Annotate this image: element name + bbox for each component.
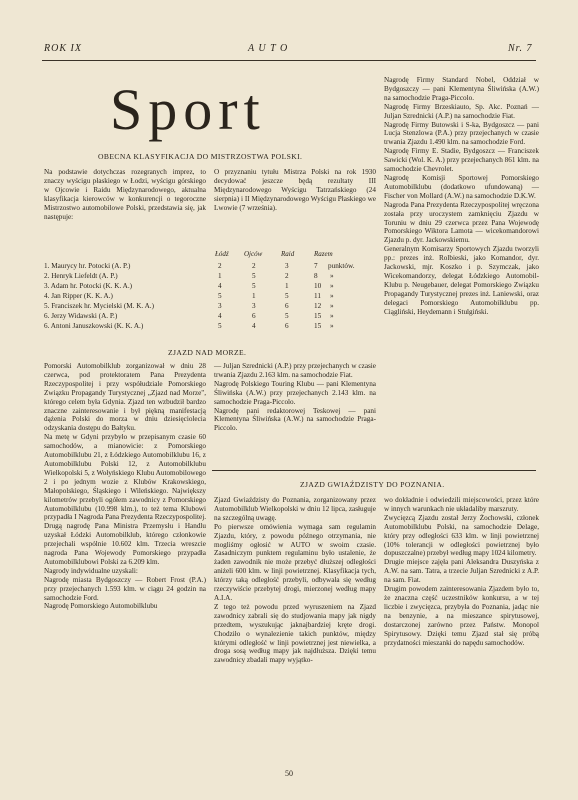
poznan-column-2: wo dokładnie i odwiedzili miejscowości, przez które w innych warunkach nie układaliby marszruty. Zwycięzcą Zjazdu został Jerzy Żochowski, członek Automobilklubu Polski, na samochodzie Delage, który przy odległości 633 klm. w linji powietrznej (10% tolerancji w odległości powietrznej było dopuszczalne) przebył według mapy 1024 kilometry. Drugie miejsce zajęła pani Aleksandra Duszyńska z A.W. na sam. Tatra, a trzecie Juljan Szrednicki z A.P. na sam. Fiat. Drugim powodem zainteresowania Zjazdem było to, że znaczna część uczestników konkursu, a w tej liczbie i zwycięzca, przybyła do Poznania, jadąc nie na benzynie, a na mieszance spirytusowej, dostarczonej zarówno przez Państw. Monopol Spirytusowy. Dzięki temu Zjazd stał się próbą przydatności mieszanki do napędu samochodów.	[384, 496, 539, 647]
lodz-score: 4	[218, 282, 222, 290]
raid-score: 5	[285, 292, 289, 300]
poznan-heading: ZJAZD GWIAŹDZISTY DO POZNANIA.	[300, 480, 445, 489]
classification-intro: Na podstawie dotychczas rozegranych imprez, to znaczy wyścigu płaskiego w Łodzi, wyścigu górskiego w Ojcowie i Raidu Międzynarodowego, aktualna klasyfikacja kierowców w konkurencji o tegoroczne Mistrzostwo automobilowe Polski, przedstawia się, jak następuje:	[44, 168, 206, 221]
total-score: 15	[314, 322, 322, 330]
lodz-score: 3	[218, 302, 222, 310]
driver-name: 2. Henryk Liefeldt (A. P.)	[44, 272, 118, 280]
unit-label: »	[330, 282, 334, 290]
ojcow-score: 1	[252, 292, 256, 300]
raid-score: 2	[285, 272, 289, 280]
raid-score: 5	[285, 312, 289, 320]
ojcow-score: 5	[252, 282, 256, 290]
table-row	[44, 272, 378, 282]
unit-label: »	[330, 302, 334, 310]
table-row	[44, 312, 378, 322]
col-raid: Raid	[281, 250, 295, 258]
driver-name: 6. Jerzy Widawski (A. P.)	[44, 312, 118, 320]
ojcow-score: 2	[252, 262, 256, 270]
col-lodz: Łódź	[215, 250, 229, 258]
lodz-score: 1	[218, 272, 222, 280]
driver-name: 4. Jan Ripper (K. K. A.)	[44, 292, 113, 300]
driver-name: 6. Antoni Januszkowski (K. K. A.)	[44, 322, 144, 330]
section-rule	[212, 470, 536, 471]
classification-heading: OBECNA KLASYFIKACJA DO MISTRZOSTWA POLSKI.	[98, 152, 303, 161]
ojcow-score: 3	[252, 302, 256, 310]
table-row	[44, 292, 378, 302]
col-razem: Razem	[314, 250, 333, 258]
poznan-column-1: Zjazd Gwiaździsty do Poznania, zorganizowany przez Automobilklub Wielkopolski w dniu 12 lipca, zasługuje na szczególną uwagę. Po pierwsze omówienia wymaga sam regulamin Zjazdu, który, z powodu późnego otrzymania, nie mogliśmy ogłosić w AUTO w swoim czasie. Zasadniczym punktem regulaminu było ustalenie, że żaden zawodnik nie może przebyć dłuższej odległości aniżeli 600 klm. w linji powietrznej. Klasyfikacja tych, którzy taką odległość przebyli, odbywała się według rzeczywiście przebytej drogi, mierzonej według mapy A.I.A. Z tego też powodu przed wyruszeniem na Zjazd zawodnicy zabrali się do studjowania mapy jak nigdy przedtem, wyszukując jaknajbardziej kręte drogi. Chodziło o wynalezienie takich punktów, między którymi odległość w linji powietrznej jest niewielka, a droga sosą według mapy jak najdłuższa. Dzięki temu zawodnicy zbadali mapy wyjątko-	[214, 496, 376, 665]
table-row	[44, 302, 378, 312]
total-score: 12	[314, 302, 322, 310]
unit-label: »	[330, 312, 334, 320]
unit-label: »	[330, 292, 334, 300]
page-number: 50	[285, 769, 293, 778]
section-title: Sport	[110, 77, 266, 142]
unit-label: punktów.	[328, 262, 355, 270]
awards-column: Nagrodę Firmy Standard Nobel, Oddział w Bydgoszczy — pani Klementyna Śliwińska (A.W.) na samochodzie Praga-Piccolo. Nagrodę Firmy Brzeskiauto, Sp. Akc. Poznań — Juljan Szrednicki (A.P.) na samochodzie Fiat. Nagrodę Firmy Butowski i S-ka, Bydgoszcz — pani Lucja Stenzlowa (P.A.) przy przejechanych w czasie trwania Zjazdu 1.490 klm. na samochodzie Ford. Nagrodę Firmy E. Stadie, Bydgoszcz — Franciszek Sawicki (Wol. K. A.) przy przejechanych 861 klm. na samochodzie Chevrolet. Nagrodę Komisji Sportowej Pomorskiego Automobilklubu (dodatkowo ufundowaną) — Fischer von Mollard (A.W.) na samochodzie D.K.W. Nagroda Pana Prezydenta Rzeczypospolitej wręczona została przy uroczystem zamknięciu Zjazdu w Toruniu w dniu 29 czerwca przez Pana Wojewodę Pomorskiego Wiktora Lamota — wicekomandorowi Zjazdu p. dyr. Jackowskiemu. Generalnym Komisarzy Sportowych Zjazdu tworzyli pp.: prezes inż. Rolbieski, jako Komandor, dyr. Jackowski, mjr. Koszko i p. Szymczak, jako Wicekomandorzy, delegat Łódzkiego Automobil-Klubu p. Neugebauer, delegat Pomorskiego Związku Propagandy Turystycznej prezes inż. Laniewski, oraz delegaci Pomorskiego Automobilklubu pp. Ciągliński, Heydemann i Stulgiński.	[384, 76, 539, 316]
zjazd-column-1: Pomorski Automobilklub zorganizował w dniu 28 czerwca, pod protektoratem Pana Prezydenta Rzeczypospolitej i przy współudziale Pomorskiego Związku Propagandy Turystycznej „Zjazd nad Morze", którego celem była Gdynia. Zjazd ten wzbudził bardzo znaczne zainteresowanie i był piękną manifestacją dążenia Polski do morza w dniu dziesięciolecia odzyskania dostępu do Bałtyku. Na metę w Gdyni przybyło w przepisanym czasie 60 samochodów, a mianowicie: z Pomorskiego Automobilklubu 21, z Łódzkiego Automobilklubu 16, z Automobilklubu Polski 12, z Automobilklubu Wielkopolski 5, z Wołyńskiego Klubu Automobilowego 2 i po jednym wozie z Klubów Krakowskiego, Małopolskiego, Śląskiego i Wileńskiego. Największy kilometrów przebyli ogółem zawodnicy z Pomorskiego Automobilklubu (10.998 klm.), to też tema Klubowi przypadła I Nagroda Pana Prezydenta Rzeczypospolitej. Drugą nagrodę Pana Ministra Przemysłu i Handlu uzyskał Łódzki Automobilklub, którego członkowie przejechali wspólnie 10.602 klm. Trzecia wreszcie nagroda Pana Wojewody Pomorskiego przypadła Automobilklubowi Polski za 6.209 klm. Nagrody indywidualne uzyskali: Nagrodę miasta Bydgoszczy — Robert Frost (P.A.) przy przejechanych 1.593 klm. w ciągu 24 godzin na samochodzie Ford. Nagrodę Pomorskiego Automobilklubu	[44, 362, 206, 611]
magazine-name: A U T O	[248, 43, 289, 54]
total-score: 7	[314, 262, 318, 270]
table-row	[44, 322, 378, 332]
col-ojcow: Ojców	[244, 250, 263, 258]
raid-score: 1	[285, 282, 289, 290]
driver-name: 5. Franciszek hr. Mycielski (M. K. A.)	[44, 302, 154, 310]
header-rule	[42, 60, 536, 61]
total-score: 11	[314, 292, 321, 300]
lodz-score: 5	[218, 292, 222, 300]
total-score: 8	[314, 272, 318, 280]
raid-score: 6	[285, 322, 289, 330]
raid-score: 3	[285, 262, 289, 270]
raid-score: 6	[285, 302, 289, 310]
driver-name: 3. Adam hr. Potocki (K. K. A.)	[44, 282, 133, 290]
table-row	[44, 262, 378, 272]
unit-label: »	[330, 272, 334, 280]
lodz-score: 4	[218, 312, 222, 320]
issue-year: ROK IX	[44, 43, 82, 54]
lodz-score: 2	[218, 262, 222, 270]
ojcow-score: 4	[252, 322, 256, 330]
issue-number: Nr. 7	[508, 43, 533, 54]
classification-note: O przyznaniu tytułu Mistrza Polski na rok 1930 decydować jeszcze będą rezultaty III Międzynarodowego Wyścigu Tatrzańskiego (24 sierpnia) i II Międzynarodowego Wyścigu Płaskiego we Lwowie (7 września).	[214, 168, 376, 212]
ojcow-score: 5	[252, 272, 256, 280]
total-score: 15	[314, 312, 322, 320]
unit-label: »	[330, 322, 334, 330]
zjazd-heading: ZJAZD NAD MORZE.	[168, 348, 247, 357]
lodz-score: 5	[218, 322, 222, 330]
zjazd-column-2: — Juljan Szrednicki (A.P.) przy przejechanych w czasie trwania Zjazdu 2.163 klm. na samochodzie Fiat. Nagrodę Polskiego Touring Klubu — pani Klementyna Śliwińska (A.W.) przy przejechanych 2.143 klm. na samochodzie Praga-Piccolo. Nagrodę pani redaktorowej Teskowej — pani Klementyna Śliwińska (A.W.) na samochodzie Praga-Piccolo.	[214, 362, 376, 433]
total-score: 10	[314, 282, 322, 290]
ojcow-score: 6	[252, 312, 256, 320]
table-row	[44, 282, 378, 292]
driver-name: 1. Maurycy hr. Potocki (A. P.)	[44, 262, 131, 270]
